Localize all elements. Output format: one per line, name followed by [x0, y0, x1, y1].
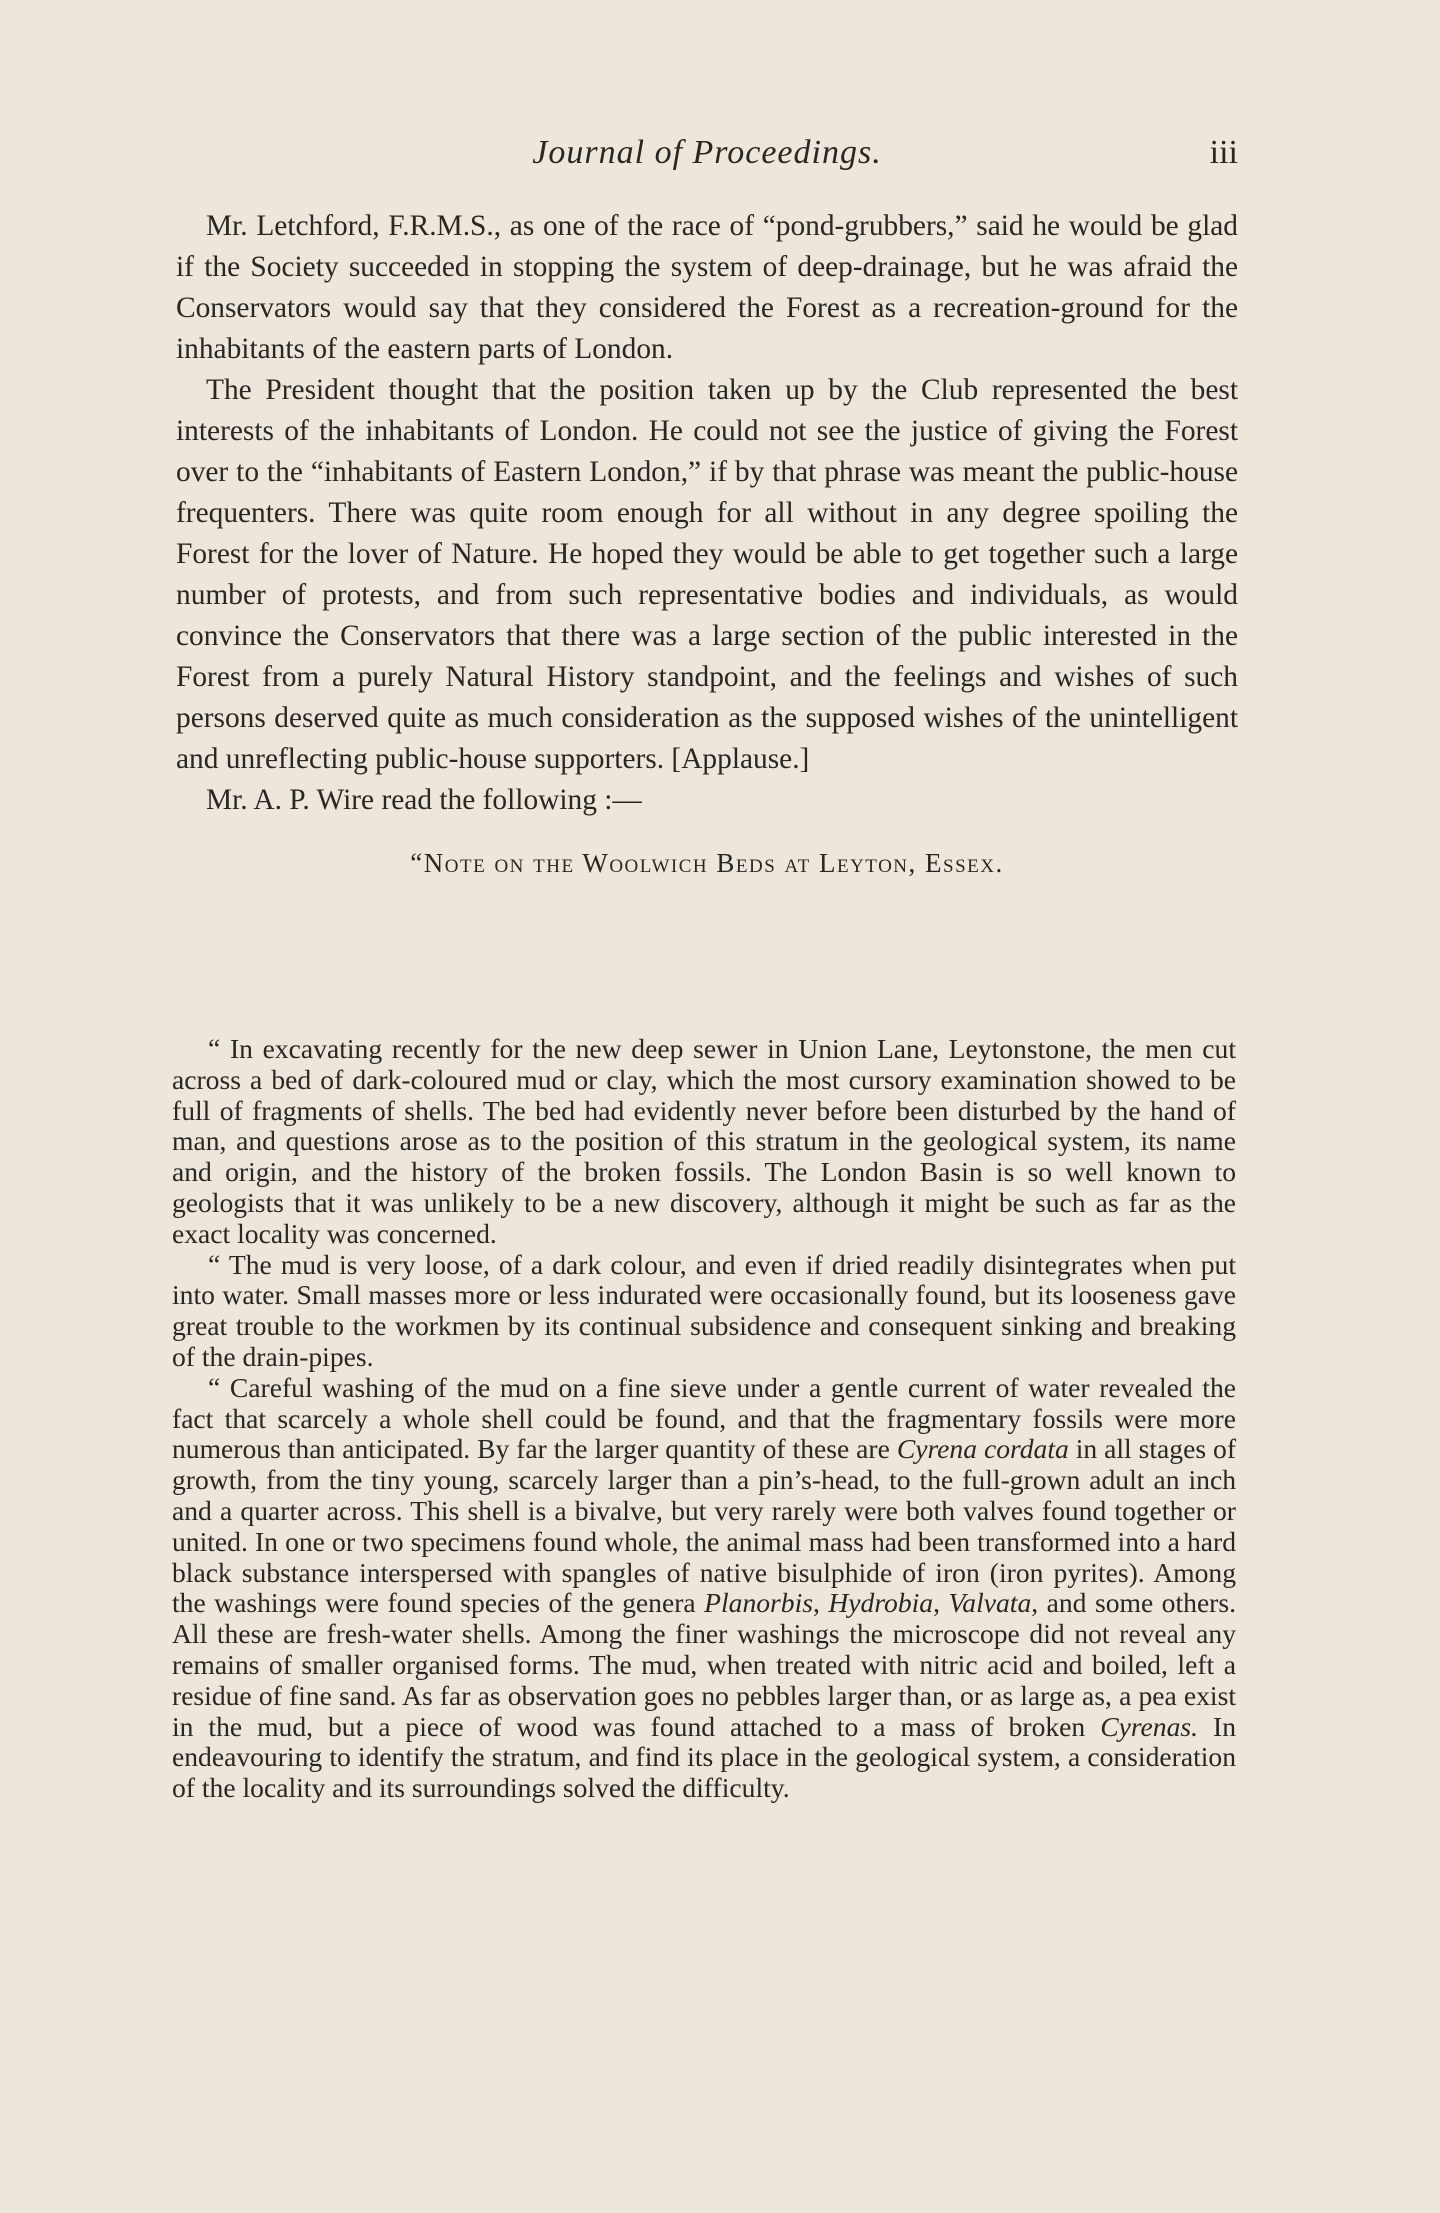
quote-text: , [812, 1587, 829, 1619]
paragraph-letchford: Mr. Letchford, F.R.M.S., as one of the race of “pond-grubbers,” said he would be glad if the Society succeeded in stopping the system of deep-drainage, but he was afraid the Conservators would say that they considered the Forest as a recreation-ground for the inhabitants of the eastern parts of London. [176, 210, 1238, 365]
genus-name: Planorbis [704, 1587, 813, 1619]
species-name: Cyrena cordata [896, 1433, 1069, 1465]
running-title: Journal of Proceedings. [532, 134, 882, 171]
proceedings-text [176, 206, 1238, 906]
quote-text: in all stages of growth, from the tiny young, scarcely larger than a pin’s-head, to the full-grown adult an inch and a quarter across. This shell is a bivalve, but very rarely were both valves found together or united. In one or two specimens found whole, the animal mass had been transformed into a hard black substance interspersed with spangles of native bisulphide of iron (iron pyrites). Among the washings were found species of the genera [172, 1433, 1237, 1619]
page-header [176, 124, 1238, 184]
genus-name: Hydrobia [828, 1587, 934, 1619]
quote-text: “ Careful washing of the mud on a fine sieve under a gentle current of water revealed the fact that scarcely a whole shell could be found, and that the fragmentary fossils were more numerous than anticipated. By far the larger quantity of these are [172, 1371, 1236, 1465]
page-number: iii [1209, 134, 1238, 171]
species-name: Cyrenas. [1100, 1710, 1199, 1742]
quote-paragraph-2: “ The mud is very loose, of a dark colour, and even if dried readily disintegrates when put into water. Small masses more or less indurated were occasionally found, but its looseness gave great trouble to the workmen by its continual subsidence and consequent sinking and breaking of the drain-pipes. [172, 1248, 1236, 1372]
note-title: “Note on the Woolwich Beds at Leyton, Essex. [410, 848, 1004, 878]
quote-paragraph-3 [172, 1373, 1236, 1804]
quote-text: , and some others. All these are fresh-water shells. Among the finer washings the microscope did not reveal any remains of smaller organised forms. The mud, when treated with nitric acid and boiled, left a residue of fine sand. As far as observation goes no pebbles larger than, or as large as, a pea exist in the mud, but a piece of wood was found attached to a mass of broken [172, 1587, 1237, 1742]
quote-text: In endeavouring to identify the stratum, and find its place in the geological system, a consideration of the locality and its surroundings solved the difficulty. [172, 1710, 1236, 1804]
quote-paragraph-1: “ In excavating recently for the new deep sewer in Union Lane, Leytonstone, the men cut across a bed of dark-coloured mud or clay, which the most cursory examination showed to be full of fragments of shells. The bed had evidently never before been disturbed by the hand of man, and questions arose as to the position of this stratum in the geological system, its name and origin, and the history of the broken fossils. The London Basin is so well known to geologists that it was unlikely to be a new discovery, although it might be such as far as the exact locality was concerned. [172, 1033, 1236, 1249]
note-body [172, 1034, 1236, 1804]
genus-name: Valvata [948, 1587, 1032, 1619]
paragraph-president: The President thought that the position taken up by the Club represented the best interests of the inhabitants of London. He could not see the justice of giving the Forest over to the “inhabitants of Eastern London,” if by that phrase was meant the public-house frequenters. There was quite room enough for all without in any degree spoiling the Forest for the lover of Nature. He hoped they would be able to get together such a large number of protests, and from such representative bodies and individuals, as would convince the Conservators that there was a large section of the public interested in the Forest from a purely Natural History standpoint, and the feelings and wishes of such persons deserved quite as much consideration as the supposed wishes of the unintelligent and unreflecting public-house supporters. [Applause.] [176, 374, 1238, 775]
quote-text: , [933, 1587, 949, 1619]
paragraph-wire-intro: Mr. A. P. Wire read the following :— [206, 784, 642, 816]
